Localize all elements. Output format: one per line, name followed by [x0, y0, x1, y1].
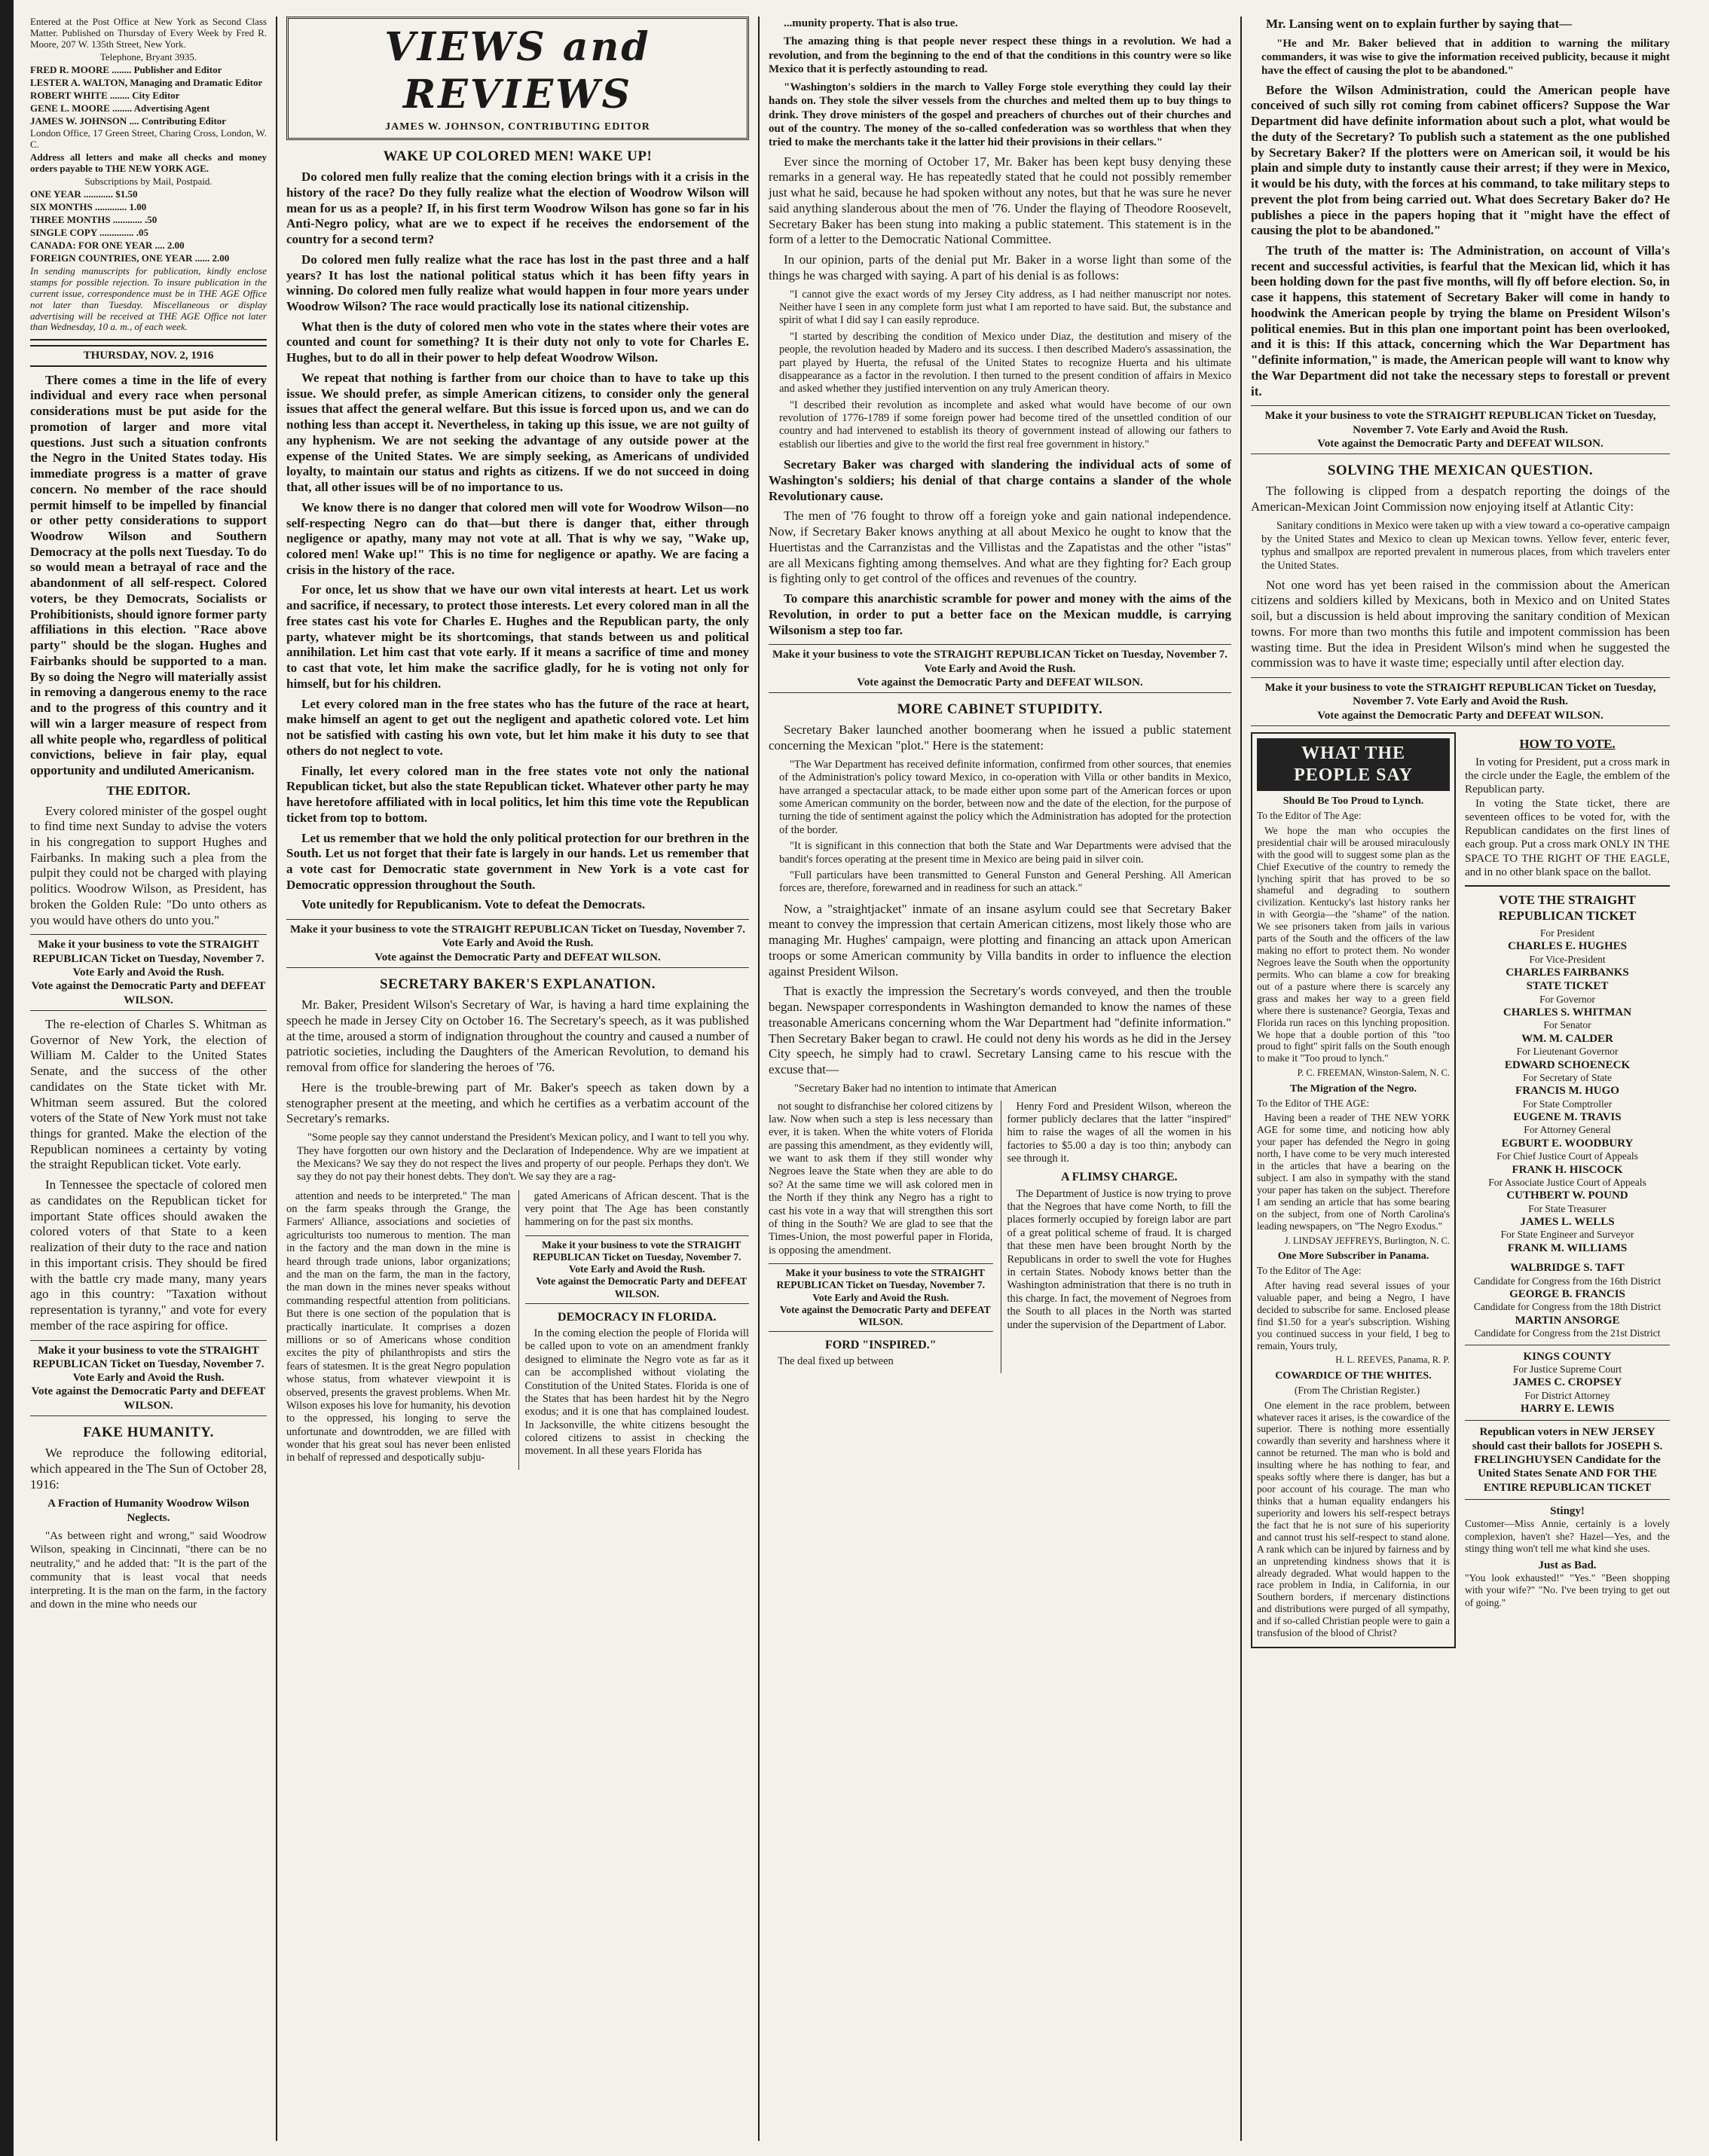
masthead-office: London Office, 17 Green Street, Charing Cross, London, W. C.	[30, 127, 267, 151]
kings-county-heading: KINGS COUNTY	[1523, 1350, 1612, 1363]
ford-text: The deal fixed up between	[778, 1355, 894, 1368]
minister-item: Every colored minister of the gospel ought to find time next Sunday to advise the voters in his congregation to support Hughes and Fairbanks. In making such a plea from the pulpit they could not be charged with playing politics. Woodrow Wilson, as President, has broken the Golden Rule: "Do unto others as you would have others do unto you."	[30, 803, 267, 927]
letter-2-to: To the Editor of THE AGE:	[1257, 1097, 1370, 1109]
mexican-quote: Sanitary conditions in Mexico were taken up with a view toward a co-operative campaign by the United States and Mexico to clean up Mexican towns. Yellow fever, enteric fever, typhus and smallpox are reported prevalent in numerous places, from which travelers enter the United States.	[1261, 519, 1670, 572]
cabinet-headline: MORE CABINET STUPIDITY.	[897, 701, 1103, 718]
subs-title: Subscriptions by Mail, Postpaid.	[84, 176, 212, 188]
ticket-candidate: FRANK M. WILLIAMS	[1507, 1241, 1628, 1254]
kings-office: For Justice Supreme Court	[1512, 1363, 1622, 1375]
charged-paragraph: Secretary Baker was charged with slandering the individual acts of some of Washington's soldiers; his denial of that charge contains a slander of the whole Revolutionary cause.	[769, 457, 1231, 503]
vote-box-text: Make it your business to vote the STRAIGHT REPUBLICAN Ticket on Tuesday, November 7. Vote Early and Avoid the Rush.	[776, 1267, 985, 1303]
cabinet-quote-text: "Full particulars have been transmitted to General Funston and General Pershing. All American forces are, therefore, forewarned and in readiness for such an attack."	[779, 869, 1231, 895]
ticket-candidate: EDWARD SCHOENECK	[1504, 1058, 1631, 1071]
subs-6: FOREIGN COUNTRIES, ONE YEAR ...... 2.00	[30, 252, 230, 264]
florida-headline: DEMOCRACY IN FLORIDA.	[557, 1310, 717, 1324]
baker-quote-text: "Some people say they cannot understand the President's Mexican policy, and I want to tell you why. They have forgotten our own history and the Declaration of Independence. Why are we impatient at the Mexicans? We say they do not respect the lives and property of our people. Perhaps they don't. We say they do not pay their honest debts. They don't. We say they are a rag-	[297, 1131, 749, 1183]
column-1	[21, 17, 277, 2141]
column-4	[1242, 17, 1679, 2141]
fake-humanity-headline: FAKE HUMANITY.	[83, 1425, 214, 1441]
truth-paragraph: The truth of the matter is: The Administration, on account of Villa's recent and successful activities, is fearful that the Mexican lid, which it has been holding down for the past five months, will fly off before election. So, in case it happens, this statement of Secretary Baker will come in handy to hoodwink the American people by trying the blame on President Wilson's political enemies. But in this plan one important point has been overlooked, and it is this: If this attack, concerning which the War Department has "definite information," is made, the American people will want to know why the War Department did not take the necessary steps to forestall or prevent it.	[1251, 243, 1670, 399]
vote-box-text: Make it your business to vote the STRAIGHT REPUBLICAN Ticket on Tuesday, November 7. Vote Early and Avoid the Rush.	[533, 1238, 741, 1275]
staff-2: LESTER A. WALTON, Managing and Dramatic Editor	[30, 76, 263, 88]
just-as-bad-headline: Just as Bad.	[1538, 1559, 1597, 1571]
denial-quote-text: "I started by describing the condition of Mexico under Diaz, the destitution and misery of the people, the revolution headed by Madero and its success. I then described Madero's assassination, the part played by Huerta, the refusal of the United States to recognize Huerta and his ultimate disappearance as a factor in the revolution. I then turned to the present condition of affairs in Mexico and asked whether they justified intervention on any truly American theory.	[779, 330, 1231, 395]
ticket-office: For Lieutenant Governor	[1516, 1046, 1619, 1058]
fake-humanity-intro: We reproduce the following editorial, which appeared in the The Sun of October 28, 1916:	[30, 1446, 267, 1492]
congress-office: Candidate for Congress from the 16th District	[1473, 1275, 1662, 1287]
vote-box-text: Make it your business to vote the STRAIGHT REPUBLICAN Ticket on Tuesday, November 7. Vote Early and Avoid the Rush.	[32, 1344, 264, 1385]
ticket-column	[1465, 732, 1670, 1648]
congress-candidate: WALBRIDGE S. TAFT	[1510, 1262, 1625, 1275]
lead-editorial: There comes a time in the life of every individual and every race when personal considerations must be put aside for the promotion of larger and more vital questions. Just such a situation confronts the Negro in the United States today. His immediate progress is a matter of grave concern. No member of the race should permit himself to be impelled by financial or other petty considerations to support Woodrow Wilson and Southern Democracy at the polls next Tuesday. To do so would mean a betrayal of race and the abandonment of all self-respect. Colored voters, be they Democrats, Socialists or Prohibitionists, should ignore former party affiliations in this election. "Race above party" should be the slogan. Hughes and Fairbanks should be supported to a man. By so doing the Negro will materially assist in removing a dangerous enemy to the race and to the progress of this country and it will win a larger measure of respect from all white people who, regardless of political convictions, believe in fair play, equal opportunity and undiluted Americanism.	[30, 372, 267, 778]
ford-headline: FORD "INSPIRED."	[824, 1339, 937, 1352]
kings-candidate: HARRY E. LEWIS	[1520, 1403, 1615, 1415]
fake-humanity-continued	[286, 1190, 511, 1470]
vote-box-5	[769, 644, 1231, 693]
fake-humanity-end-text: gated Americans of African descent. That is the very point that The Age has been constantly hammering on for the past six months.	[524, 1189, 749, 1229]
ticket-office: For Associate Justice Court of Appeals	[1488, 1176, 1646, 1188]
letter-1-headline: Should Be Too Proud to Lynch.	[1283, 796, 1424, 808]
vote-box-1	[30, 934, 267, 1010]
stingy-text: Customer—Miss Annie, certainly is a lovely complexion, haven't she? Hazel—Yes, and the stingy thing won't tell me what kind she uses.	[1465, 1518, 1670, 1555]
before-paragraph: Before the Wilson Administration, could the American people have conceived of such silly rot coming from cabinet officers? Suppose the War Department did have definite information about such a plot, what would be the duty of the Secretary? To publish such a statement as the one published by Secretary Baker? If the plotters were on American soil, it would be his plain and simple duty to instantly cause their arrest; if they were in Mexico, it would be his duty, with the forces at his command, to take military steps to prevent the plot from being carried out. What does Secretary Baker do? He publishes a piece in the papers hoping that it "might have the effect of causing the plot to be abandoned."	[1251, 82, 1670, 238]
how-to-vote-2: In voting the State ticket, there are seventeen offices to be voted for, with the Republican candidates on the first lines of each group. Put a cross mark ONLY IN THE SPACE TO THE RIGHT OF THE EAGLE, and in no other blank space on the ballot.	[1465, 797, 1670, 878]
vote-box-text: Make it your business to vote the STRAIGHT REPUBLICAN Ticket on Tuesday, November 7. Vote Early and Avoid the Rush.	[289, 924, 746, 950]
letter-3-signature: H. L. REEVES, Panama, R. P.	[1335, 1354, 1450, 1366]
ticket-office: For President	[1539, 927, 1595, 939]
stingy-headline: Stingy!	[1550, 1504, 1585, 1517]
letter-1-to: To the Editor of The Age:	[1257, 809, 1362, 821]
ticket-office: For Attorney General	[1524, 1124, 1611, 1136]
ticket-candidate: FRANK H. HISCOCK	[1512, 1163, 1623, 1176]
vote-box-3	[286, 919, 749, 968]
masthead-telephone: Telephone, Bryant 3935.	[99, 50, 197, 63]
col3-subcolumns	[769, 1101, 1231, 1373]
ticket-candidate: WM. M. CALDER	[1521, 1032, 1613, 1045]
mexican-intro: The following is clipped from a despatch reporting the doings of the American-Mexican Joint Commission now enjoying itself at Atlantic City:	[1251, 484, 1670, 515]
denial-quote-text: "I cannot give the exact words of my Jersey City address, as I had neither manuscript nor notes. Neither have I seen in any complete form just what I am reported to have said. But, the substance and spirit of what I did say I can easily reproduce.	[779, 288, 1231, 327]
kings-list	[1465, 1364, 1670, 1416]
flimsy-text: The Department of Justice is now trying to prove that the Negroes that have come North, to fill the places formerly occupied by foreign labor are part of a great political scheme of fraud. It is charged that these men have been brought North by the Republicans in order to swell the vote for Hughes in certain States. Nobody knows better than the Washington administration that there is no truth in this charge. In fact, the movement of Negroes from the South to all places in the North was started under the supervision of the Department of Labor.	[1007, 1187, 1231, 1331]
masthead-notes: In sending manuscripts for publication, kindly enclose stamps for possible rejection. To insure publication in the current issue, correspondence must be in THE AGE Office not later than Tuesday. Miscellaneous or display advertising will be received at THE AGE Office not later than Wednesday, 10 a. m., of each week.	[30, 264, 267, 333]
vote-box-text: Make it your business to vote the STRAIGHT REPUBLICAN Ticket on Tuesday, November 7. Vote Early and Avoid the Rush.	[32, 939, 264, 979]
ticket-office: For Vice-President	[1529, 953, 1606, 965]
masthead-entered: Entered at the Post Office at New York as Second Class Matter. Published on Thursday of Every Week by Fred R. Moore, 207 W. 135th Street, New York.	[30, 17, 267, 50]
men76-paragraph: The men of '76 fought to throw off a foreign yoke and gain national independence. Now, if Secretary Baker knows anything at all about Mexico he ought to know that the Huertistas and the Carranzistas and the Villistas and the Zapatistas and the other "istas" are all Mexicans fighting among themselves. And what are they fighting for? Each group is fighting only to get control of the offices and revenues of the country.	[769, 508, 1231, 586]
masthead-address: Address all letters and make all checks and money orders payable to THE NEW YORK AGE.	[30, 151, 267, 175]
florida-continued-text: not sought to disfranchise her colored citizens by law. Now when such a step is less necessary than ever, it is taken. When the white voters of Florida are passing this amendment, as they evidently will, we want to ask them if they still wonder why Negroes leave the State when they are able to do so? At the same time we will ask colored men in the North if they think any Negro has a right to cast his vote in a way that will strengthen this sort of thing in the South? We are glad to see that the Times-Union, the most powerful paper in Florida, is opposing the amendment.	[769, 1100, 993, 1257]
staff-3: ROBERT WHITE ........ City Editor	[30, 89, 180, 101]
mexican-question-headline: SOLVING THE MEXICAN QUESTION.	[1327, 463, 1594, 479]
vote-box-text: Vote against the Democratic Party and DEFEAT WILSON.	[31, 1385, 266, 1412]
wake-up-paragraph: For once, let us show that we have our own vital interests at heart. Let us work and sacrifice, if necessary, to protect those interests. Let every colored man in all the free states cast his vote for Charles E. Hughes and the Republican party, the only party, whatever might be its shortcomings, that stands between us and political annihilation. Let him cast that vote early. If it means a sacrifice of time and money to cast that vote, let him make the sacrifice gladly, for he is voting not only for himself, but for his children.	[286, 582, 749, 691]
wake-up-paragraph: We know there is no danger that colored men will vote for Woodrow Wilson—no self-respecting Negro can do that—but there is danger that, either through negligence or apathy, many may not vote at all. That is why we say, "Wake up, colored men! Wake up!" This is no time for negligence or apathy. We are facing a crisis in the history of the race.	[286, 499, 749, 577]
congress-office: Candidate for Congress from the 21st District	[1474, 1327, 1661, 1339]
mexican-body: Not one word has yet been raised in the commission about the American citizens and soldiers killed by Mexicans, both in Mexico and on United States soil, but a discussion is held about improving the sanitary condition of Mexican towns. For more than two months this futile and impotent commission has been wasting time. But the idea in President Wilson's mind when he suggested the commission was to have it waste time; especially until after election day.	[1251, 577, 1670, 670]
ticket-candidate: CHARLES E. HUGHES	[1508, 940, 1627, 953]
views-and-reviews-header	[286, 17, 749, 140]
ticket-candidate: CHARLES FAIRBANKS	[1506, 967, 1629, 979]
lansing-quote: "He and Mr. Baker believed that in addition to warning the military commanders, it was wise to give the information received publicity, because it might have the effect of causing the plot to be abandoned."	[1261, 37, 1670, 78]
vote-box-7	[1251, 405, 1670, 454]
people-say-title: WHAT THE PEOPLE SAY	[1257, 738, 1450, 792]
since-paragraph: Ever since the morning of October 17, Mr. Baker has been kept busy denying these remarks in a general way. He has repeatedly stated that he could not possibly remember just what he said, because he had spoken without any notes, but that he was sure he never said anything slanderous about the men of '76. Under the flaying of Theodore Roosevelt, Secretary Baker has been stung into making a public statement. This statement is in the form of a letter to the Democratic National Committee.	[769, 154, 1231, 247]
cabinet-paragraph: Secretary Baker launched another boomerang when he issued a public statement concerning the Mexican "plot." Here is the statement:	[769, 722, 1231, 753]
cabinet-quote-text: "The War Department has received definite information, confirmed from other sources, that enemies of the Administration's policy toward Mexico, in co-operation with Villa or other bandits in Mexico, have arranged a spectacular attack, to be made either upon some part of the American forces or upon some American community on the border, between now and the date of the election, for the purpose of turning the tide of sentiment against the policy which the Administration has adopted for the protection of the border.	[779, 758, 1231, 836]
ticket-candidate: EGBURT E. WOODBURY	[1501, 1137, 1634, 1150]
cowardice-source: (From The Christian Register.)	[1294, 1384, 1420, 1396]
subs-3: THREE MONTHS ............ .50	[30, 214, 157, 225]
wake-up-paragraph: We repeat that nothing is farther from our choice than to have to take up this issue. We should prefer, as simple American citizens, to consider only the general issues that affect the general welfare. But this issue is forced upon us, and we can do nothing less than accept it. Nevertheless, in taking up this issue, we are not guilty of any hyphenism. We are not seeking the advantage of any outside power at the expense of the United States. We are simply seeking, as Americans of undivided loyalty, to maintain our status and rights as citizens. If we do not succeed in doing that, all other issues will be of no importance to us.	[286, 370, 749, 495]
congress-candidate: GEORGE B. FRANCIS	[1509, 1288, 1625, 1301]
wake-up-paragraph: Finally, let every colored man in the free states vote not only the national Republican ticket, but also the state Republican ticket. Whatever other party he may have heretofore affiliated with in local politics, let him this time vote the Republican ticket from top to bottom.	[286, 763, 749, 825]
subs-4: SINGLE COPY .............. .05	[30, 226, 148, 238]
wake-up-paragraph: Vote unitedly for Republicanism. Vote to defeat the Democrats.	[301, 897, 646, 912]
vote-box-text: Make it your business to vote the STRAIGHT REPUBLICAN Ticket on Tuesday, November 7. Vote Early and Avoid the Rush.	[1264, 682, 1656, 708]
baker-quote-cont: "Washington's soldiers in the march to Valley Forge stole everything they could lay their hands on. They stole the silver vessels from the churches and melted them up to buy things to drink. They drove ministers of the gospel and preachers of churches out of their churches and out of the country. The money of the so-called confederation was so worthless that when they tried to make the merchants take it the latter hid their provisions in their cellars."	[769, 81, 1231, 149]
congress-office: Candidate for Congress from the 18th District	[1473, 1301, 1662, 1313]
how-to-vote-1: In voting for President, put a cross mark in the circle under the Eagle, the emblem of the Republican party.	[1465, 756, 1670, 796]
people-say-box	[1251, 732, 1456, 1648]
fake-humanity-continued-text: attention and needs to be interpreted." The man on the farm speaks through the Grange, the Farmers' Alliance, associations and societies of agriculturists too numerous to mention. The man in the factory and the man down in the mine is heard through trade unions, labor organizations; and the man on the farm, the man in the factory, the man down in the mines never speaks without commanding respectful attention from politicians. But there is one section of the population that is practically inarticulate. It comprises a dozen millions or so of Americans whose condition excites the pity of philanthropists and stirs the fears of statesmen. It is the great Negro population whose status, from whatever viewpoint it is observed, presents the gravest problems. When Mr. Wilson exposes his love for humanity, his devotion to the oppressed, his longing to serve the unfortunate and downtrodden, we are filled with wonder that his great soul has never been enlisted in behalf of repressed and despotically subju-	[286, 1189, 511, 1464]
col2-subcolumns	[286, 1190, 749, 1470]
letter-1-body: We hope the man who occupies the presidential chair will be aroused miraculously with the good will to suggest some plan as the Chief Executive of the country to remedy the lynching spirit that has proved to be so shameful and degrading to southern civilization. Kentucky's last history ranks her in with Georgia—the "shame" of the nation. We see prisoners taken from jails in various parts of the South and the officers of the law making no effort to protect them. No wonder Negroes leave the South when the opportunity permits. Who can blame a cow for breaking out of a pasture where there is scarcely any grass and makes her way to a green field where there is sustenance? Georgia, Texas and Florida run races on this lynching proposition. We hope that a double portion of this "too proud to fight" spirit falls on the South enough to make it "Too proud to lynch."	[1257, 824, 1450, 1064]
wake-up-headline: WAKE UP COLORED MEN! WAKE UP!	[383, 148, 653, 164]
reelection-item: The re-election of Charles S. Whitman as Governor of New York, the election of William M. Calder to the United States Senate, and the success of the other candidates on the State ticket with Mr. Whitman seem assured. But the colored voters of the State of New York must not take things for granted. Make the election of the Republican nominees a certainty by voting the straight Republican ticket. Vote early.	[30, 1016, 267, 1172]
ticket-candidate: CHARLES S. WHITMAN	[1503, 1006, 1632, 1019]
vote-box-6	[769, 1263, 993, 1332]
ticket-office: STATE TICKET	[1526, 980, 1609, 993]
lansing-paragraph: Mr. Lansing went on to explain further by saying that—	[1266, 17, 1573, 31]
vote-box-text: Make it your business to vote the STRAIGHT REPUBLICAN Ticket on Tuesday, November 7. Vote Early and Avoid the Rush.	[1264, 410, 1656, 436]
editorial-signature: THE EDITOR.	[106, 783, 191, 798]
letter-1-signature: P. C. FREEMAN, Winston-Salem, N. C.	[1297, 1067, 1450, 1079]
vote-box-2	[30, 1340, 267, 1416]
people-say-letters	[1257, 796, 1450, 1639]
ticket-office: For State Engineer and Surveyor	[1500, 1229, 1634, 1241]
letter-3-body: After having read several issues of your valuable paper, and being a Negro, I have decided to subscribe for same. Enclosed please find $1.50 for a year's subscription. Wishing you continued success in your field, I beg to remain, Yours truly,	[1257, 1279, 1450, 1351]
ticket-office: For State Treasurer	[1528, 1202, 1607, 1214]
florida-text: In the coming election the people of Florida will be called upon to vote on an amendment frankly designed to eliminate the Negro vote as far as it can be accomplished without violating the Constitution of the United States. Florida is one of the States that has been hardest hit by the Negro exodus; and it is one that has complained loudest. In Jacksonville, the white citizens besought the colored citizens to assist in checking the movement. In all these years Florida has	[524, 1327, 749, 1458]
wake-up-paragraph: Let us remember that we hold the only political protection for our brethren in the South. Let us not forget that their fate is largely in our hands. Let us remember that a vote cast for Democratic state government in New York is a vote cast for Democratic oppression throughout the South.	[286, 830, 749, 892]
letter-2-body: Having been a reader of THE NEW YORK AGE for some time, and noticing how ably your paper has defended the Negro in going north, I have come to be very much interested in the articles that have a bearing on the subject. I am also in sympathy with the stand your paper has taken on the subject. Therefore I am sending an article that has some bearing on the subject, from one of North Carolina's leading newspapers, on "The Negro Exodus."	[1257, 1112, 1450, 1232]
ford-continued-text: Henry Ford and President Wilson, whereon the former publicly declares that the latter "inspired" him to raise the wages of all the women in his factories to $5.00 a day is too thin; anybody can see through it.	[1007, 1100, 1231, 1165]
letter-2-headline: The Migration of the Negro.	[1289, 1083, 1417, 1095]
tennessee-item: In Tennessee the spectacle of colored men as candidates on the Republican ticket for important State offices should awaken the colored voters of that State to a keen realization of their duty to the race and nation in this important crisis. They should be fired with the battle cry made many, many years ago in this country: "Taxation without representation is tyranny," and vote for every member of the race aspiring for office.	[30, 1177, 267, 1333]
baker-paragraph: Here is the trouble-brewing part of Mr. Baker's speech as taken down by a stenographer present at the meeting, and which he certifies as a verbatim account of the Secretary's remarks.	[286, 1080, 749, 1126]
staff-1: FRED R. MOORE ........ Publisher and Editor	[30, 63, 222, 75]
baker-quote	[297, 1131, 749, 1184]
scan-edge	[0, 0, 14, 2156]
section-title: VIEWS and REVIEWS	[384, 24, 651, 118]
vote-box-text: Vote against the Democratic Party and DEFEAT WILSON.	[1317, 709, 1604, 722]
denial-quote	[779, 289, 1231, 452]
ticket-office: For Chief Justice Court of Appeals	[1497, 1150, 1638, 1162]
denial-quote-text: "I described their revolution as incomplete and asked what would have become of our own revolution of 1776-1789 if some foreign power had become tired of the unsettled condition of our country and had intervened to establish its theory of government instead of allowing our fathers to establish our liberties and give to the world the first real free government in history."	[779, 399, 1231, 450]
divider	[1465, 885, 1670, 887]
ticket-office: For Governor	[1539, 993, 1595, 1005]
straightjacket-paragraph: Now, a "straightjacket" inmate of an insane asylum could see that Secretary Baker meant to convey the impression that certain American citizens, most likely those who are managing Mr. Hughes' campaign, were plotting and financing an attack upon American troops or some American community by Villa bandits in order to influence the election against President Wilson.	[769, 901, 1231, 979]
column-2	[277, 17, 760, 2141]
ticket-candidate: CUTHBERT W. POUND	[1506, 1189, 1628, 1202]
baker-paragraph: Mr. Baker, President Wilson's Secretary of War, is having a hard time explaining the speech he made in Jersey City on October 16. The Secretary's speech, as it was published at the time, aroused a storm of indignation throughout the country and caused a number of patriotic societies, including the Daughters of the American Revolution, to demand his removal from office for slandering the heroes of '76.	[286, 997, 749, 1075]
people-say-column	[1251, 732, 1456, 1648]
cowardice-headline: COWARDICE OF THE WHITES.	[1275, 1370, 1432, 1382]
letter-2-signature: J. LINDSAY JEFFREYS, Burlington, N. C.	[1284, 1235, 1450, 1246]
fake-humanity-body: "As between right and wrong," said Woodrow Wilson, speaking in Cincinnati, "there can be no neutrality," and he added that: "It is the part of the community that is least vocal that needs interpreting. It is the man on the farm, in the factory and down in the mine who needs our	[30, 1530, 267, 1611]
ticket-headline: VOTE THE STRAIGHT REPUBLICAN TICKET	[1498, 893, 1637, 924]
staff-4: GENE L. MOORE ........ Advertising Agent	[30, 102, 210, 114]
wake-up-paragraph: Do colored men fully realize what the race has lost in the past three and a half years? It has lost the national political status which it has been fifty years in winning. Do colored men fully realize what would happen in four more years under Woodrow Wilson? The race would practically lose its national citizenship.	[286, 252, 749, 313]
letter-3-headline: One More Subscriber in Panama.	[1277, 1251, 1429, 1263]
how-to-vote-headline: HOW TO VOTE.	[1519, 736, 1616, 751]
column-3	[760, 17, 1242, 2141]
cabinet-quote-text: "It is significant in this connection that both the State and War Departments were advised that the bandit's forces operating at the present time in Mexico are being paid in silver coin.	[779, 840, 1231, 866]
baker-explanation-headline: SECRETARY BAKER'S EXPLANATION.	[379, 976, 656, 993]
vote-box-8	[1251, 677, 1670, 726]
baker-quote-cont: ...munity property. That is also true.	[784, 17, 958, 29]
wake-up-paragraph: Let every colored man in the free states who has the future of the race at heart, make himself an agent to get out the negligent and apathetic colored vote. Let him not be satisfied with casting his own vote, but let him make it his duty to see that others do not neglect to vote.	[286, 696, 749, 758]
vote-box-4	[525, 1235, 750, 1304]
vote-box-text: Vote against the Democratic Party and DEFEAT WILSON.	[536, 1275, 747, 1299]
vote-box-text: Vote against the Democratic Party and DEFEAT WILSON.	[31, 980, 266, 1006]
compare-paragraph: To compare this anarchistic scramble for power and money with the aims of the Revolution, in order to put a better face on the Mexican muddle, is carrying Wilsonism a step too far.	[769, 591, 1231, 637]
ticket-candidate: JAMES L. WELLS	[1520, 1216, 1615, 1229]
section-editor: JAMES W. JOHNSON, CONTRIBUTING EDITOR	[385, 121, 650, 133]
divider	[1465, 1420, 1670, 1421]
ticket-candidate: FRANCIS M. HUGO	[1515, 1085, 1619, 1098]
col3-subcolumn-left	[769, 1101, 993, 1373]
masthead	[30, 17, 267, 341]
kings-office: For District Attorney	[1524, 1389, 1610, 1401]
baker-quote-cont: The amazing thing is that people never respect these things in a revolution. We had a revolution, and from the beginning to the end of that the conditions in this country were so like Mexico that it is perfectly astounding to read.	[769, 35, 1231, 75]
ticket-list	[1465, 927, 1670, 1255]
vote-box-text: Vote against the Democratic Party and DEFEAT WILSON.	[857, 676, 1143, 689]
vote-box-text: Vote against the Democratic Party and DEFEAT WILSON.	[1317, 437, 1604, 450]
subs-2: SIX MONTHS ............. 1.00	[30, 201, 147, 213]
col3-subcolumn-right	[1001, 1101, 1232, 1373]
vote-box-text: Vote against the Democratic Party and DEFEAT WILSON.	[779, 1303, 991, 1327]
ticket-office: For Senator	[1543, 1019, 1591, 1031]
divider	[1465, 1499, 1670, 1500]
subs-5: CANADA: FOR ONE YEAR .... 2.00	[30, 239, 185, 251]
vote-box-text: Make it your business to vote the STRAIGHT REPUBLICAN Ticket on Tuesday, November 7. Vote Early and Avoid the Rush.	[772, 649, 1228, 675]
exactly-paragraph: That is exactly the impression the Secretary's words conveyed, and then the trouble began. Newspaper correspondents in Washington demanded to know the names of these treasonable Americans concerning whom the War Department had "definite information." Then Secretary Baker began to crawl. He could not deny his words as he did in the Jersey City speech, he simply had to crawl. Secretary Lansing came to his rescue with the excuse that—	[769, 984, 1231, 1077]
new-jersey-notice: Republican voters in NEW JERSEY should cast their ballots for JOSEPH S. FRELINGHUYSEN Candidate for the United States Senate AND FOR THE ENTIRE REPUBLICAN TICKET	[1472, 1426, 1663, 1494]
col4-split	[1251, 732, 1670, 1648]
letter-3-to: To the Editor of The Age:	[1257, 1264, 1362, 1276]
vote-box-text: Vote against the Democratic Party and DEFEAT WILSON.	[375, 951, 661, 963]
cowardice-body: One element in the race problem, between whatever races it arises, is the cowardice of the superior. There is nothing more essentially cowardly than severity and harshness where it cannot be returned. The man who is bold and insulting where he has nothing to fear, and speaks softly where there is danger, has but a poor account of his courage. The man who thinks that a human equality endangers his superiority and lowers his self-respect betrays the fact that he is not sure of his superiority and cannot trust his self-respect to stand alone. A rank which can be injured by fairness and by an unpretending kindness shows that it is already degraded. What would happen to the race problem in India, in California, in our Southern borders, if mercenary distinctions and distributions were purged of all sympathy, and if so-called Christian people were to gain a transfusion of the blood of Christ?	[1257, 1399, 1450, 1639]
staff-5: JAMES W. JOHNSON .... Contributing Editor	[30, 115, 227, 127]
exactly-quote: "Secretary Baker had no intention to intimate that American	[794, 1082, 1057, 1095]
congress-list	[1465, 1261, 1670, 1339]
ticket-office: For Secretary of State	[1522, 1071, 1613, 1083]
flimsy-headline: A FLIMSY CHARGE.	[1060, 1171, 1178, 1184]
kings-candidate: JAMES C. CROPSEY	[1512, 1376, 1622, 1389]
just-as-bad-text: "You look exhausted!" "Yes." "Been shopping with your wife?" "No. I've been trying to get out of going."	[1465, 1571, 1670, 1608]
wake-up-paragraph: Do colored men fully realize that the coming election brings with it a crisis in the history of the race? Do they fully realize what the election of Woodrow Wilson will mean for us as a people? If, in his first term Woodrow Wilson has gone so far in his Anti-Negro policy, what are we to expect if he receives the endorsement of the country for a second term?	[286, 169, 749, 247]
fake-humanity-subhead: A Fraction of Humanity Woodrow Wilson Neglects.	[47, 1498, 249, 1524]
subs-1: ONE YEAR ............ $1.50	[30, 188, 138, 200]
cabinet-quote	[779, 759, 1231, 896]
congress-candidate: MARTIN ANSORGE	[1515, 1314, 1620, 1327]
ticket-office: For State Comptroller	[1522, 1098, 1613, 1110]
opinion-paragraph: In our opinion, parts of the denial put Mr. Baker in a worse light than some of the things he was charged with saying. A part of his denial is as follows:	[769, 252, 1231, 282]
wake-up-paragraph: What then is the duty of colored men who vote in the states where their votes are counted and count for something? It is their duty not only to vote for Charles E. Hughes, but to do all in their power to help defeat Woodrow Wilson.	[286, 319, 749, 365]
issue-date: THURSDAY, NOV. 2, 1916	[30, 345, 267, 366]
col2-subcolumn-right	[518, 1190, 750, 1470]
ticket-candidate: EUGENE M. TRAVIS	[1513, 1111, 1622, 1124]
